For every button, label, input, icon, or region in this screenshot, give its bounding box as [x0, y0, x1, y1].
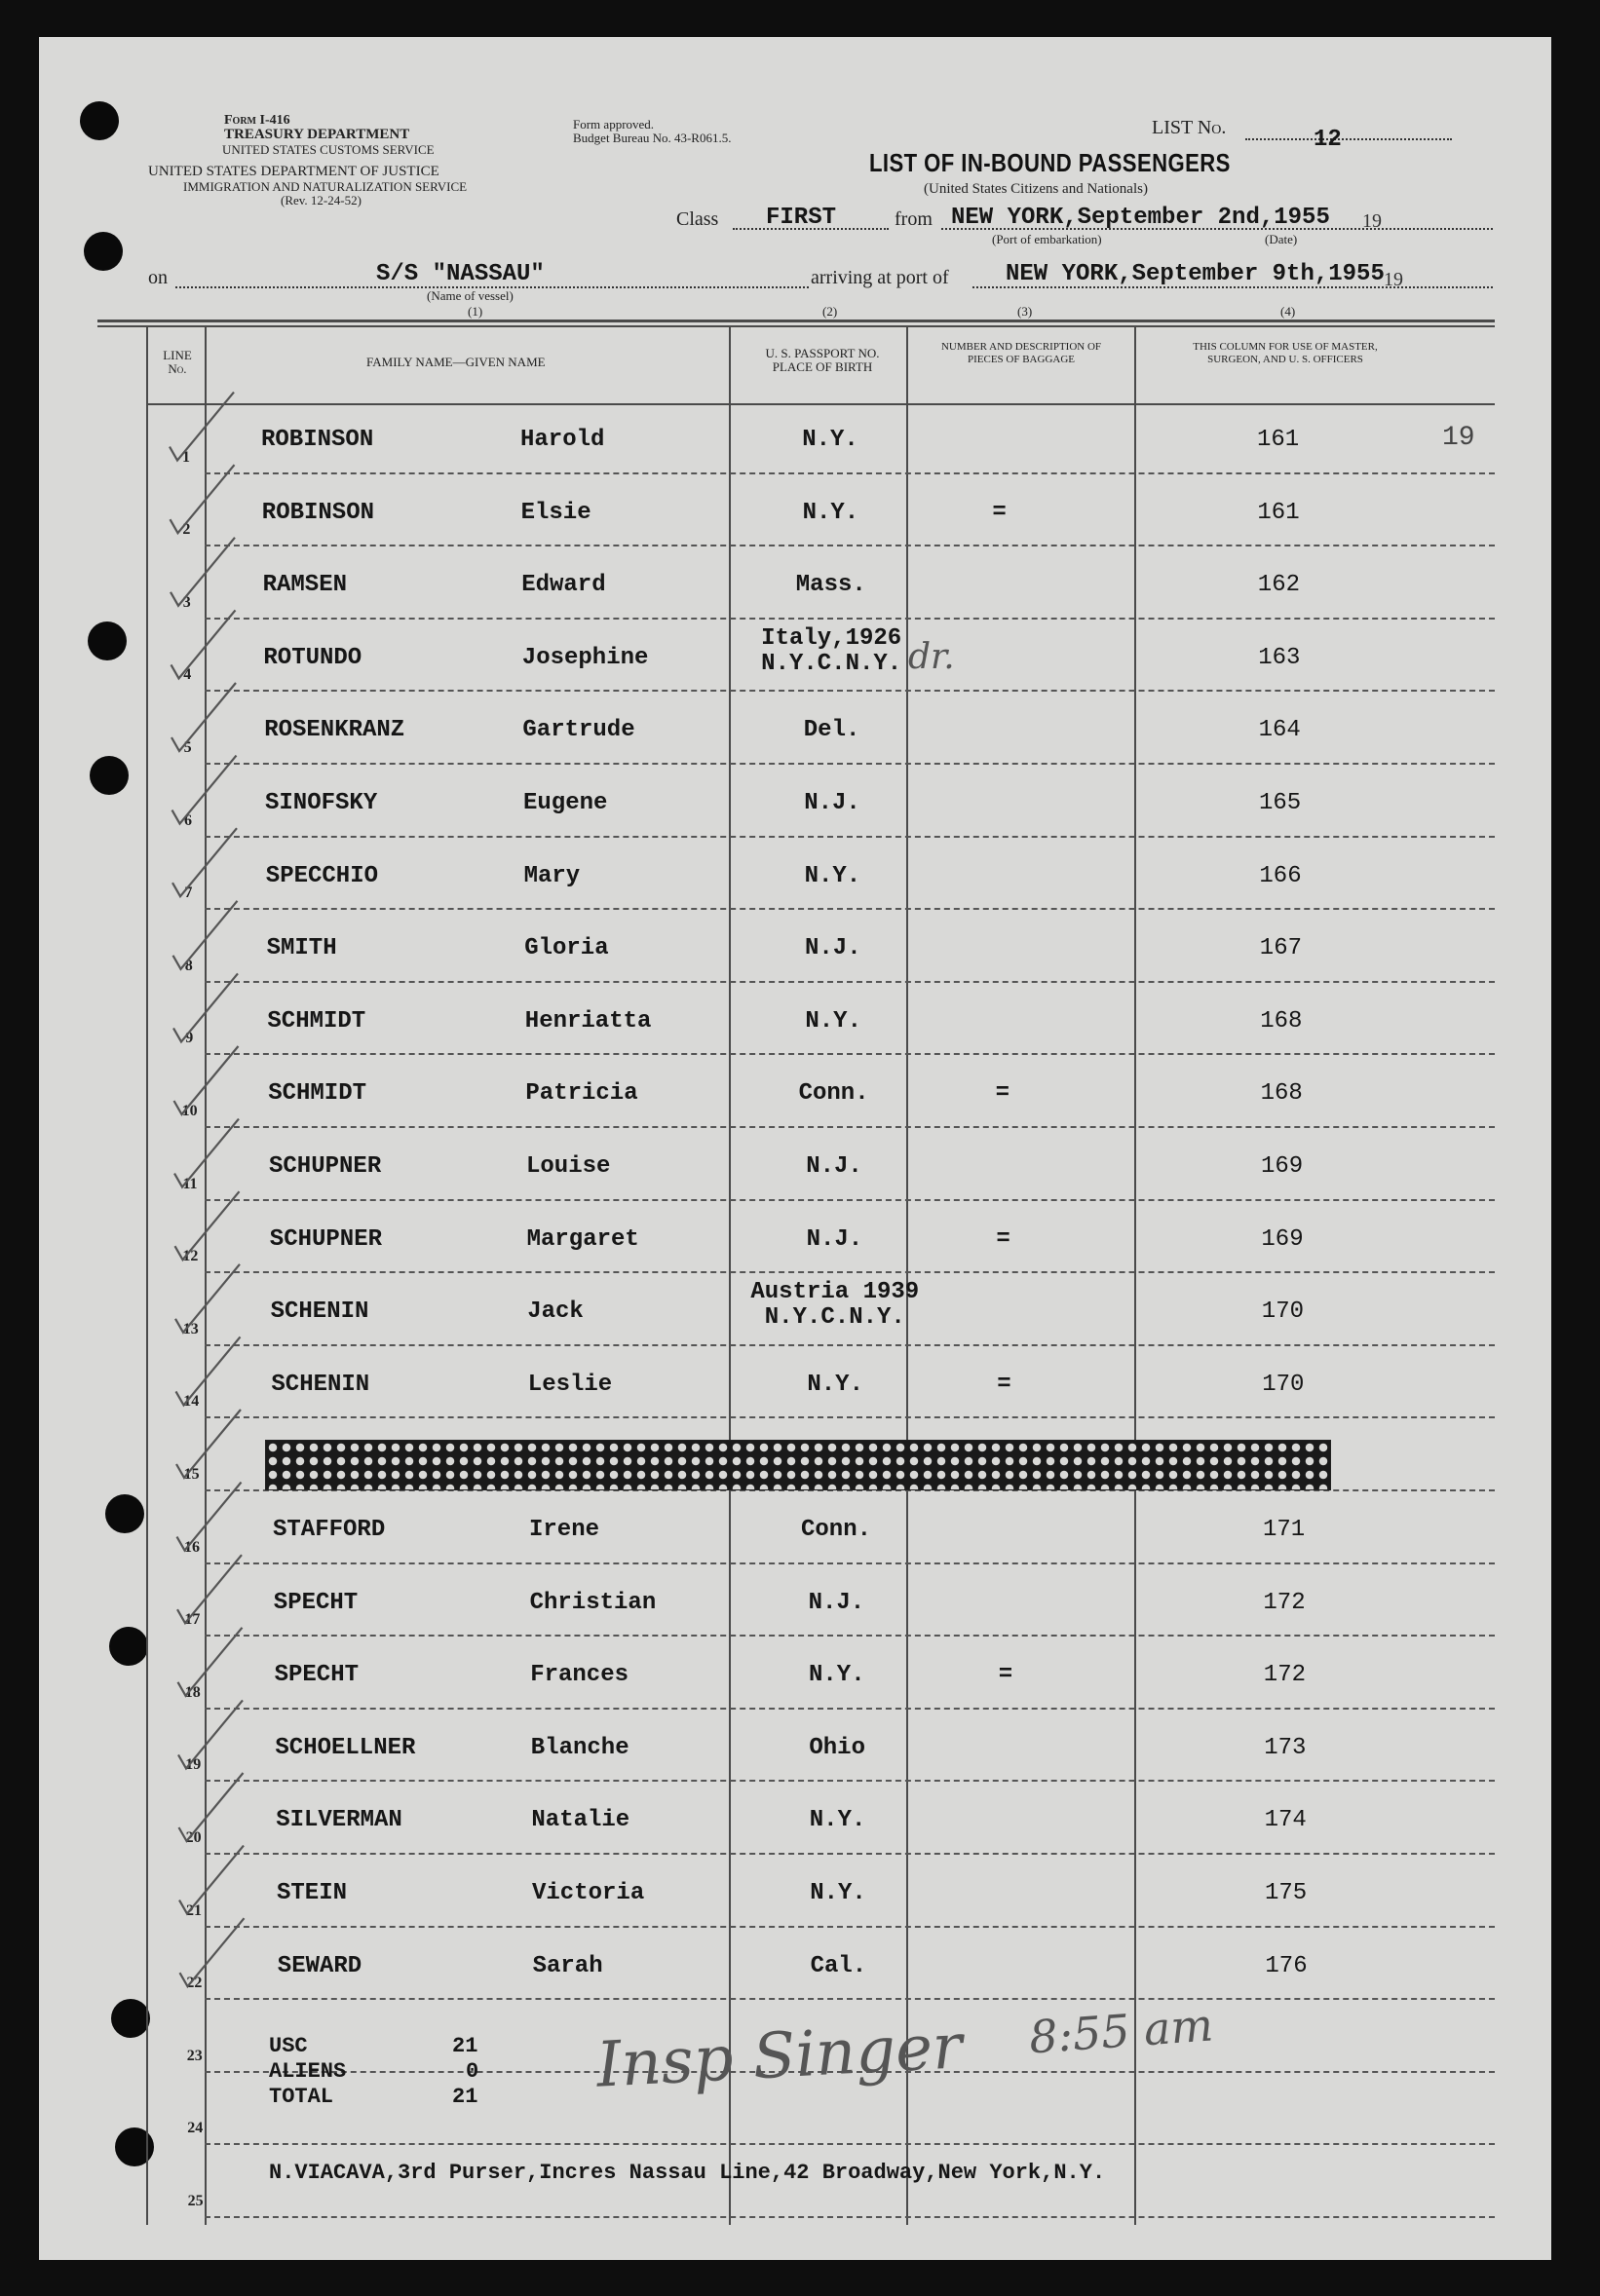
arrival-year-suffix: 19: [1384, 269, 1403, 290]
given-name: Victoria: [532, 1880, 645, 1906]
check-mark: [178, 1628, 243, 1696]
check-mark: [174, 1046, 239, 1114]
check-mark: [171, 610, 236, 678]
revision: (Rev. 12-24-52): [281, 193, 362, 207]
line-number: 9: [185, 1030, 194, 1047]
baggage-count: =: [998, 1662, 1013, 1689]
officer-code: 168: [1260, 1007, 1303, 1035]
given-name: Gartrude: [522, 717, 635, 744]
list-no-label: LIST No.: [1152, 117, 1227, 138]
check-mark: [175, 1191, 240, 1260]
given-name: Irene: [529, 1517, 600, 1543]
place-of-birth: Conn.: [800, 1517, 871, 1543]
place-of-birth: N.Y.: [810, 1880, 866, 1906]
manifest-sheet: [39, 37, 1551, 2260]
family-name: SCHUPNER: [269, 1153, 382, 1180]
check-mark: [177, 1555, 242, 1623]
line-number: 8: [184, 957, 193, 974]
officer-code: 162: [1257, 572, 1301, 599]
embarkation-value: NEW YORK,September 2nd,1955: [951, 205, 1330, 231]
line-number: 16: [184, 1538, 200, 1556]
check-mark: [176, 1410, 241, 1478]
check-mark: [179, 1773, 244, 1841]
place-of-birth-line2: N.Y.C.N.Y.: [764, 1304, 905, 1332]
officer-code: 173: [1264, 1734, 1307, 1761]
col-num-3: (3): [1017, 304, 1033, 319]
class-label: Class: [676, 208, 719, 230]
arriving-label: arriving at port of: [811, 267, 949, 288]
given-name: Margaret: [526, 1225, 639, 1253]
class-value: FIRST: [766, 205, 837, 231]
officer-code: 169: [1261, 1153, 1304, 1180]
family-name: SCHUPNER: [269, 1225, 383, 1253]
line-number: 17: [184, 1611, 201, 1629]
check-mark: [177, 1483, 242, 1551]
ins-service: IMMIGRATION AND NATURALIZATION SERVICE: [183, 179, 468, 194]
given-name: Frances: [530, 1662, 629, 1689]
line-number: 3: [182, 593, 191, 611]
family-name: SMITH: [266, 935, 337, 962]
form-approved: Form approved.: [573, 117, 655, 132]
document-title: LIST OF IN-BOUND PASSENGERS: [869, 148, 1231, 177]
col-header-passport: U. S. PASSPORT NO. PLACE OF BIRTH: [765, 346, 880, 374]
line-number: 10: [181, 1103, 198, 1119]
given-name: Harold: [520, 427, 605, 453]
aliens-value: 0: [466, 2059, 479, 2084]
family-name: ROBINSON: [261, 499, 375, 526]
family-name: SCHMIDT: [268, 1080, 367, 1108]
check-mark: [176, 1336, 241, 1405]
line-number: 24: [187, 2120, 204, 2137]
given-name: Edward: [521, 572, 606, 599]
port-embarkation-caption: (Port of embarkation): [992, 232, 1102, 246]
given-name: Josephine: [521, 644, 649, 671]
line-number: 2: [182, 521, 191, 539]
col-num-2: (2): [822, 304, 838, 319]
officer-code: 170: [1262, 1371, 1305, 1398]
list-no-value: 12: [1314, 127, 1342, 153]
officer-code: 161: [1257, 499, 1300, 526]
line-number: 7: [184, 885, 193, 902]
place-of-birth: Del.: [803, 717, 860, 744]
family-name: SILVERMAN: [276, 1807, 402, 1834]
officer-code: 167: [1259, 935, 1303, 962]
officer-code: 169: [1261, 1225, 1304, 1253]
place-of-birth: N.J.: [806, 1153, 862, 1180]
col-header-name: FAMILY NAME—GIVEN NAME: [366, 355, 546, 369]
justice-dept: UNITED STATES DEPARTMENT OF JUSTICE: [148, 164, 439, 179]
customs-service: UNITED STATES CUSTOMS SERVICE: [222, 142, 435, 157]
family-name: SPECHT: [274, 1662, 360, 1689]
baggage-count: =: [992, 499, 1007, 526]
col-header-baggage: NUMBER AND DESCRIPTION OF PIECES OF BAGGAGE: [940, 341, 1102, 365]
family-name: SCHENIN: [270, 1299, 369, 1326]
check-mark: [174, 1119, 239, 1187]
given-name: Mary: [523, 862, 581, 889]
place-of-birth: Mass.: [795, 572, 866, 599]
line-number: 22: [186, 1975, 203, 1992]
check-marks-layer: [39, 37, 1551, 2260]
family-name: ROBINSON: [261, 427, 374, 453]
officer-code: 170: [1261, 1299, 1305, 1326]
handwritten-note: dr.: [908, 637, 955, 677]
place-of-birth: N.Y.: [807, 1371, 863, 1398]
line-number: 12: [182, 1248, 199, 1265]
place-of-birth: Italy,1926: [761, 624, 902, 652]
vessel-caption: (Name of vessel): [427, 288, 514, 303]
place-of-birth: N.Y.: [809, 1807, 866, 1834]
usc-label: USC: [269, 2034, 308, 2058]
given-name: Blanche: [530, 1734, 629, 1761]
check-mark: [171, 538, 235, 606]
from-label: from: [895, 208, 933, 230]
family-name: ROSENKRANZ: [264, 717, 405, 744]
date-caption: (Date): [1265, 232, 1298, 246]
col-num-4: (4): [1280, 304, 1296, 319]
usc-value: 21: [452, 2034, 478, 2058]
family-name: SCHMIDT: [267, 1007, 366, 1035]
check-mark: [171, 465, 235, 533]
baggage-count: =: [996, 1225, 1010, 1253]
place-of-birth: Cal.: [810, 1952, 867, 1979]
officer-code: 174: [1264, 1807, 1307, 1834]
check-mark: [173, 901, 238, 969]
col-header-officers: THIS COLUMN FOR USE OF MASTER, SURGEON, AND U. S. OFFICERS: [1193, 341, 1378, 365]
given-name: Gloria: [524, 935, 609, 962]
line-number: 15: [183, 1466, 200, 1483]
given-name: Leslie: [527, 1371, 613, 1398]
vessel-name: S/S "NASSAU": [376, 261, 545, 287]
given-name: Christian: [529, 1589, 657, 1616]
check-mark: [180, 1918, 245, 1986]
given-name: Jack: [527, 1299, 584, 1326]
given-name: Elsie: [520, 499, 591, 526]
place-of-birth: Austria 1939: [750, 1279, 920, 1306]
place-of-birth: N.Y.: [802, 499, 859, 526]
place-of-birth: N.Y.: [808, 1662, 865, 1689]
family-name: SPECCHIO: [265, 862, 379, 889]
place-of-birth: N.J.: [808, 1589, 865, 1616]
family-name: STAFFORD: [273, 1517, 386, 1543]
officer-code: 166: [1259, 862, 1302, 889]
purser-line: N.VIACAVA,3rd Purser,Incres Nassau Line,42 Broadway,New York,N.Y.: [269, 2161, 1106, 2185]
place-of-birth: N.J.: [804, 790, 860, 816]
line-number: 13: [182, 1320, 199, 1337]
check-mark: [173, 973, 238, 1041]
place-of-birth: Conn.: [798, 1080, 869, 1108]
officer-code: 164: [1258, 717, 1301, 744]
family-name: ROTUNDO: [263, 644, 362, 671]
family-name: SINOFSKY: [265, 790, 378, 816]
check-mark: [172, 756, 237, 824]
officer-code: 175: [1265, 1880, 1308, 1906]
from-year-suffix: 19: [1362, 210, 1382, 232]
total-label: TOTAL: [269, 2085, 334, 2109]
line-number: 6: [184, 811, 192, 829]
given-name: Henriatta: [524, 1007, 652, 1035]
line-number: 4: [183, 666, 192, 684]
line-number: 20: [185, 1829, 202, 1846]
given-name: Eugene: [523, 790, 608, 816]
line-number: 5: [183, 739, 192, 756]
family-name: SCHENIN: [271, 1371, 370, 1398]
document-subtitle: (United States Citizens and Nationals): [924, 181, 1148, 197]
family-name: STEIN: [277, 1880, 348, 1906]
line-number: 1: [182, 448, 190, 466]
arrival-value: NEW YORK,September 9th,1955: [1006, 261, 1385, 287]
place-of-birth: N.Y.: [804, 862, 861, 889]
place-of-birth: N.J.: [806, 1225, 863, 1253]
line-number: 18: [184, 1683, 201, 1701]
check-mark: [172, 828, 237, 896]
given-name: Louise: [526, 1153, 611, 1180]
line-number: 23: [186, 2047, 203, 2064]
budget-bureau: Budget Bureau No. 43-R061.5.: [573, 131, 732, 145]
check-mark: [171, 683, 236, 751]
check-mark: [179, 1846, 244, 1914]
family-name: RAMSEN: [262, 572, 348, 599]
treasury-dept: TREASURY DEPARTMENT: [224, 127, 410, 142]
form-number: Form I-416: [224, 113, 290, 128]
place-of-birth-line2: N.Y.C.N.Y.: [761, 650, 902, 677]
on-label: on: [148, 267, 168, 288]
officer-code: 171: [1263, 1517, 1306, 1543]
place-of-birth: N.J.: [804, 935, 861, 962]
place-of-birth: N.Y.: [802, 427, 858, 453]
officer-code: 163: [1258, 644, 1301, 671]
family-name: SEWARD: [277, 1952, 362, 1979]
family-name: SCHOELLNER: [275, 1734, 416, 1761]
given-name: Patricia: [525, 1080, 638, 1108]
check-mark: [178, 1700, 243, 1768]
given-name: Sarah: [532, 1952, 603, 1979]
officer-code: 176: [1265, 1952, 1308, 1979]
baggage-count: =: [997, 1371, 1011, 1398]
line-number: 19: [185, 1756, 202, 1774]
family-name: SPECHT: [273, 1589, 359, 1616]
officer-code: 168: [1260, 1080, 1303, 1108]
check-mark: [175, 1264, 240, 1333]
officer-code: 161: [1257, 427, 1300, 453]
total-value: 21: [452, 2085, 478, 2109]
given-name: Natalie: [531, 1807, 630, 1834]
place-of-birth: N.Y.: [805, 1007, 861, 1035]
aliens-label: ALIENS: [269, 2059, 347, 2084]
line-number: 25: [187, 2193, 204, 2209]
officer-code: 172: [1263, 1589, 1306, 1616]
officer-code: 165: [1259, 790, 1302, 816]
col-num-1: (1): [468, 304, 483, 319]
line-number: 11: [182, 1175, 198, 1192]
check-mark: [170, 393, 234, 461]
line-number: 14: [183, 1393, 200, 1411]
line-number: 21: [186, 1901, 202, 1919]
inspector-signature: Insp Singer: [594, 2011, 965, 2102]
inspection-time: 8:55 am: [1027, 1998, 1215, 2064]
place-of-birth: Ohio: [809, 1734, 865, 1761]
col-header-line: LINE No.: [163, 348, 192, 376]
baggage-count: =: [995, 1080, 1010, 1108]
officer-code: 172: [1263, 1662, 1307, 1689]
page-number: 19: [1442, 423, 1475, 453]
